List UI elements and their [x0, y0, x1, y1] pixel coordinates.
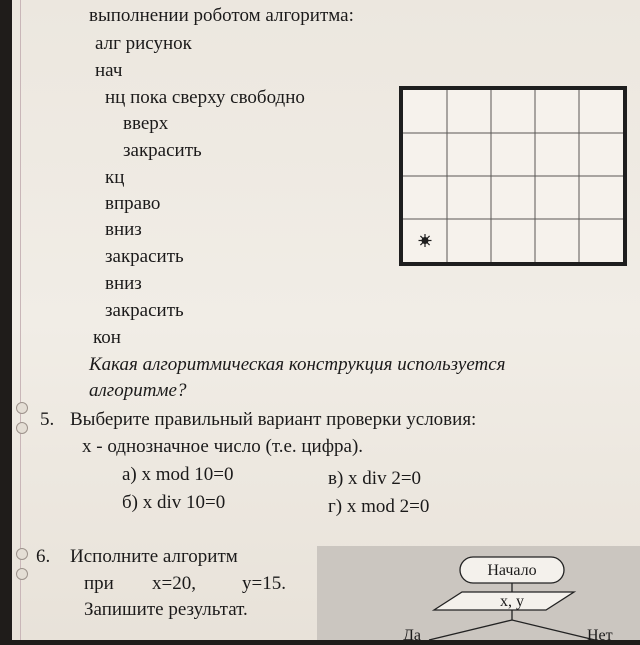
loop-end: кц	[105, 167, 125, 188]
textbook-page	[12, 0, 640, 640]
option-v: в) x div 2=0	[328, 468, 422, 489]
margin-line	[20, 0, 21, 640]
option-a: а) x mod 10=0	[122, 464, 234, 485]
flow-no-label: Нет	[587, 627, 613, 640]
task6-pri: при	[84, 573, 114, 594]
binder-ring	[16, 568, 28, 580]
cmd-paint: закрасить	[123, 140, 202, 161]
task5-title: Выберите правильный вариант проверки условия:	[70, 409, 477, 430]
cmd-down: вниз	[105, 219, 142, 240]
task6-y: y=15.	[242, 573, 286, 594]
option-g: г) x mod 2=0	[328, 496, 430, 517]
cmd-down: вниз	[105, 273, 142, 294]
alg-header: алг рисунок	[95, 33, 192, 54]
loop-header: нц пока сверху свободно	[105, 87, 305, 108]
flow-yes-label: Да	[403, 627, 422, 640]
robot-field	[399, 86, 627, 266]
robot-field-grid	[403, 90, 623, 262]
alg-begin: нач	[95, 60, 123, 81]
intro-line: выполнении роботом алгоритма:	[89, 5, 354, 26]
robot-icon	[419, 234, 432, 247]
question-line-2: алгоритме?	[89, 380, 187, 401]
flow-start-label: Начало	[487, 562, 537, 579]
task5-subtitle: x - однозначное число (т.е. цифра).	[82, 436, 364, 457]
binder-ring	[16, 402, 28, 414]
cmd-paint: закрасить	[105, 300, 184, 321]
binder-ring	[16, 422, 28, 434]
cmd-right: вправо	[105, 193, 161, 214]
alg-end: кон	[93, 327, 121, 348]
cmd-up: вверх	[123, 113, 169, 134]
task6-line3: Запишите результат.	[84, 599, 248, 620]
task6-number: 6.	[36, 546, 51, 567]
task6-x: x=20,	[152, 573, 196, 594]
question-line: Какая алгоритмическая конструкция используется	[89, 354, 506, 375]
cmd-paint: закрасить	[105, 246, 184, 267]
option-b: б) x div 10=0	[122, 492, 226, 513]
binder-ring	[16, 548, 28, 560]
task5-number: 5.	[40, 409, 55, 430]
flowchart-shapes	[317, 546, 640, 640]
flow-input-label: x, y	[500, 593, 524, 610]
flowchart	[317, 546, 640, 640]
task6-line1: Исполните алгоритм	[70, 546, 238, 567]
